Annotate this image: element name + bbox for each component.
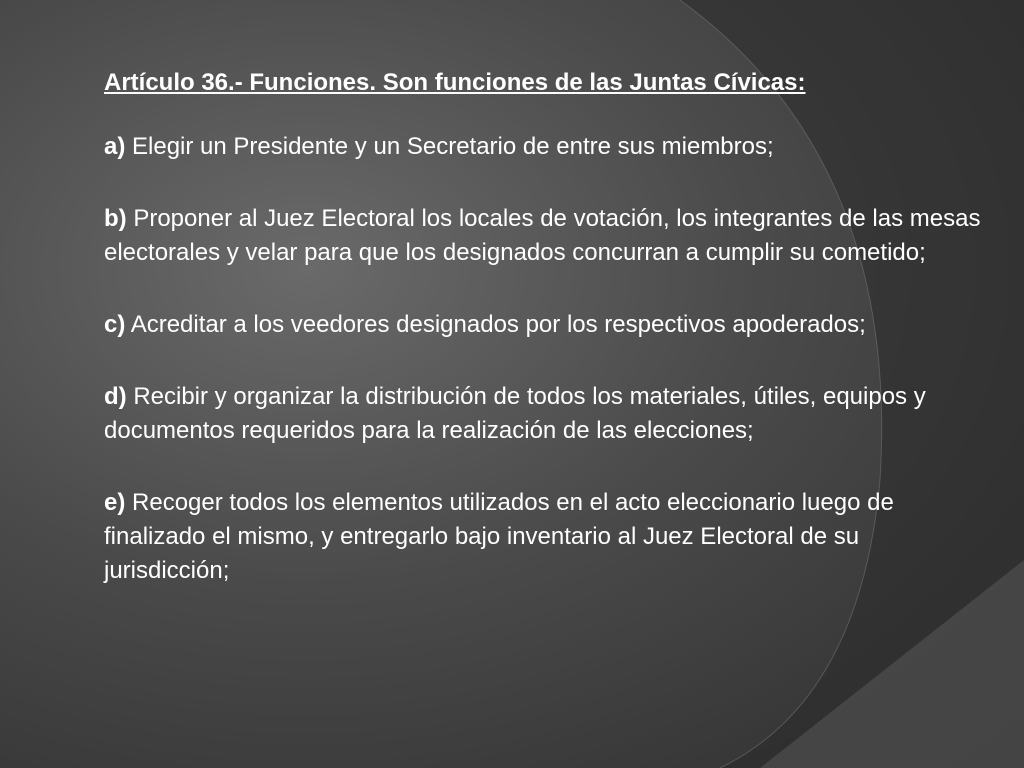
list-item bbox=[104, 380, 984, 448]
item-letter: d) bbox=[104, 383, 127, 410]
list-item bbox=[104, 486, 984, 588]
list-item bbox=[104, 202, 984, 270]
item-letter: c) bbox=[104, 311, 126, 338]
list-item bbox=[104, 308, 984, 342]
item-text: Acreditar a los veedores designados por los respectivos apoderados; bbox=[125, 311, 866, 338]
item-letter: e) bbox=[104, 489, 126, 516]
slide-title: Artículo 36.- Funciones. Son funciones de las Juntas Cívicas: bbox=[104, 69, 806, 96]
item-text: Elegir un Presidente y un Secretario de entre sus miembros; bbox=[125, 133, 774, 160]
item-text: Proponer al Juez Electoral los locales de votación, los integrantes de las mesas electorales y velar para que los designados concurran a cumplir su cometido; bbox=[104, 205, 981, 266]
item-letter: b) bbox=[104, 205, 127, 232]
item-text: Recibir y organizar la distribución de todos los materiales, útiles, equipos y documentos requeridos para la realización de las elecciones; bbox=[104, 383, 926, 444]
item-text: Recoger todos los elementos utilizados en el acto eleccionario luego de finalizado el mismo, y entregarlo bajo inventario al Juez Electoral de su jurisdicción; bbox=[104, 489, 894, 584]
list-item bbox=[104, 130, 984, 164]
item-letter: a) bbox=[104, 133, 126, 160]
slide-content bbox=[104, 66, 984, 626]
